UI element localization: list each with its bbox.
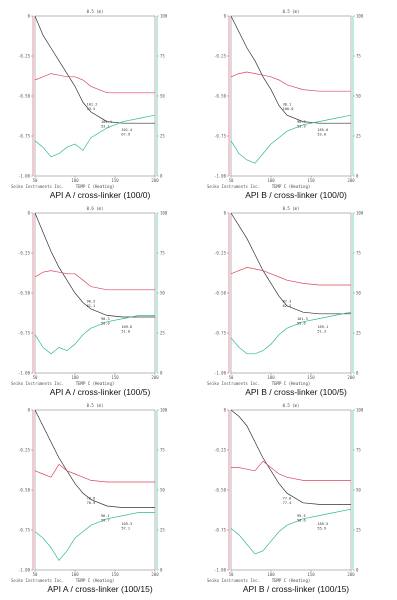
left-tick-label: -0.25 (213, 250, 226, 256)
footer-label: Seiko Instruments Inc. (207, 578, 260, 583)
series-line-dsc (231, 461, 351, 480)
data-annotation: 38.1 (282, 102, 292, 107)
left-tick-label: -0.25 (213, 447, 226, 453)
left-tick-label: -0.25 (213, 53, 226, 59)
x-tick-label: 100 (71, 178, 79, 183)
top-title: 0.5 (m) (282, 206, 300, 211)
right-tick-label: 25 (160, 527, 165, 533)
data-annotation: 53.9 (297, 124, 306, 129)
right-tick-label: 0 (160, 567, 163, 573)
left-tick-label: -0.25 (17, 53, 30, 59)
data-annotation: 90.5 (86, 299, 96, 304)
x-tick-label: 200 (151, 178, 159, 183)
panel-4 (201, 203, 391, 399)
right-tick-label: 25 (356, 527, 361, 533)
panel-1 (5, 6, 195, 202)
x-tick-label: 150 (307, 178, 315, 183)
right-tick-label: 100 (356, 13, 364, 19)
x-tick-label: 150 (307, 375, 315, 380)
data-annotation: 189.1 (317, 325, 329, 330)
panel-2 (201, 6, 391, 202)
left-tick-label: -1.00 (17, 370, 30, 376)
left-tick-label: -0.25 (17, 250, 30, 256)
panel-5 (5, 400, 195, 596)
left-tick-label: -0.50 (213, 93, 226, 99)
series-line-dtg (231, 115, 351, 163)
left-tick-label: -0.50 (17, 487, 30, 493)
x-tick-label: 150 (111, 178, 119, 183)
x-tick-label: 100 (71, 572, 79, 577)
right-tick-label: 50 (356, 93, 361, 99)
left-tick-label: -1.00 (213, 370, 226, 376)
data-annotation: 53.1 (101, 124, 110, 129)
series-line-dtg (231, 312, 351, 354)
x-tick-label: 100 (267, 178, 275, 183)
left-tick-label: -0.25 (17, 447, 30, 453)
data-annotation: 62.5 (282, 303, 292, 308)
chart-1 (5, 6, 195, 192)
plot-frame (231, 16, 351, 176)
right-tick-label: 25 (356, 330, 361, 336)
right-tick-label: 50 (356, 290, 361, 296)
data-annotation: 100.0 (282, 106, 294, 111)
data-annotation: 101.4 (121, 128, 133, 133)
panel-caption: API A / cross-linker (100/5) (49, 387, 151, 397)
left-tick-label: 0 (27, 407, 30, 413)
right-tick-label: 0 (356, 567, 359, 573)
footer-label: Seiko Instruments Inc. (207, 381, 260, 386)
data-annotation: 67.9 (121, 132, 131, 137)
x-tick-label: 50 (32, 572, 38, 577)
data-annotation: 99.5 (297, 514, 306, 519)
x-tick-label: 200 (347, 572, 355, 577)
left-tick-label: -0.50 (213, 290, 226, 296)
series-line-dtg (35, 512, 155, 560)
left-tick-label: -1.00 (17, 173, 30, 179)
right-tick-label: 100 (160, 210, 168, 216)
plot-frame (35, 410, 155, 570)
panel-caption: API A / cross-linker (100/15) (47, 584, 153, 594)
data-annotation: 55.6 (297, 321, 306, 326)
top-title: 0.5 (m) (86, 9, 104, 14)
right-tick-label: 50 (160, 93, 165, 99)
plot-frame (35, 213, 155, 373)
x-tick-label: 150 (111, 375, 119, 380)
data-annotation: 98.3 (297, 120, 306, 125)
panel-caption: API B / cross-linker (100/0) (245, 190, 347, 200)
x-tick-label: 150 (307, 572, 315, 577)
series-line-dsc (231, 267, 351, 285)
panel-6 (201, 400, 391, 596)
x-tick-label: 200 (151, 375, 159, 380)
x-tick-label: 50 (32, 178, 38, 183)
left-tick-label: -0.75 (17, 527, 30, 533)
left-tick-label: -1.00 (17, 567, 30, 573)
left-tick-label: -0.75 (17, 330, 30, 336)
footer-label: Seiko Instruments Inc. (11, 578, 64, 583)
top-title: 0.5 (m) (282, 403, 300, 408)
left-tick-label: -0.50 (17, 290, 30, 296)
right-tick-label: 75 (160, 250, 165, 256)
data-annotation: 105.3 (121, 522, 133, 527)
x-tick-label: 200 (347, 178, 355, 183)
left-tick-label: -0.75 (213, 133, 226, 139)
left-tick-label: -1.00 (213, 567, 226, 573)
panel-3 (5, 203, 195, 399)
x-tick-label: 200 (151, 572, 159, 577)
x-tick-label: 100 (267, 375, 275, 380)
data-annotation: 55.9 (317, 526, 327, 531)
data-annotation: 101.2 (86, 102, 98, 107)
x-axis-title: TEMP C (Heating) (271, 381, 311, 386)
series-line-tga (35, 410, 155, 508)
x-tick-label: 200 (347, 375, 355, 380)
series-line-dtg (231, 509, 351, 554)
series-line-dsc (35, 74, 155, 93)
panel-caption: API B / cross-linker (100/15) (242, 584, 350, 594)
data-annotation: 78.6 (86, 496, 96, 501)
right-tick-label: 50 (160, 487, 165, 493)
right-tick-label: 25 (356, 133, 361, 139)
data-annotation: 96.1 (101, 514, 110, 519)
chart-6 (201, 400, 391, 586)
right-tick-label: 75 (356, 447, 361, 453)
x-axis-title: TEMP C (Heating) (75, 578, 115, 583)
data-annotation: 55.0 (101, 321, 110, 326)
footer-label: Seiko Instruments Inc. (207, 184, 260, 189)
left-tick-label: -0.75 (213, 330, 226, 336)
right-tick-label: 75 (160, 53, 165, 59)
x-tick-label: 100 (71, 375, 79, 380)
plot-frame (231, 213, 351, 373)
data-annotation: 104.4 (101, 120, 112, 125)
x-tick-label: 150 (111, 572, 119, 577)
footer-label: Seiko Instruments Inc. (11, 184, 64, 189)
right-tick-label: 25 (160, 330, 165, 336)
chart-4 (201, 203, 391, 389)
left-tick-label: 0 (27, 210, 30, 216)
x-tick-label: 50 (228, 375, 234, 380)
x-tick-label: 50 (228, 178, 234, 183)
right-tick-label: 50 (160, 290, 165, 296)
data-annotation: 109.6 (121, 325, 133, 330)
left-tick-label: 0 (223, 407, 226, 413)
x-tick-label: 50 (32, 375, 38, 380)
x-tick-label: 100 (267, 572, 275, 577)
right-tick-label: 75 (356, 250, 361, 256)
left-tick-label: 0 (27, 13, 30, 19)
right-tick-label: 50 (356, 487, 361, 493)
data-annotation: 57.1 (121, 526, 131, 531)
right-tick-label: 100 (160, 13, 168, 19)
top-title: 0.5 (m) (282, 9, 300, 14)
series-line-tga (231, 410, 351, 504)
left-tick-label: -0.50 (17, 93, 30, 99)
data-annotation: 77.8 (282, 496, 292, 501)
x-axis-title: TEMP C (Heating) (271, 578, 311, 583)
data-annotation: 51.3 (317, 329, 327, 334)
left-tick-label: -0.75 (213, 527, 226, 533)
right-tick-label: 100 (356, 210, 364, 216)
left-tick-label: -0.50 (213, 487, 226, 493)
data-annotation: 185.0 (317, 128, 329, 133)
right-tick-label: 0 (356, 173, 359, 179)
data-annotation: 53.5 (86, 106, 96, 111)
data-annotation: 87.3 (282, 299, 292, 304)
footer-label: Seiko Instruments Inc. (11, 381, 64, 386)
top-title: 0.5 (m) (86, 403, 104, 408)
data-annotation: 53.0 (317, 132, 327, 137)
data-annotation: 61.1 (86, 303, 96, 308)
right-tick-label: 75 (160, 447, 165, 453)
data-annotation: 51.0 (121, 329, 131, 334)
series-line-dsc (35, 271, 155, 290)
chart-5 (5, 400, 195, 586)
chart-2 (201, 6, 391, 192)
right-tick-label: 0 (160, 370, 163, 376)
series-line-dtg (35, 115, 155, 157)
series-line-dtg (35, 315, 155, 353)
left-tick-label: -1.00 (213, 173, 226, 179)
right-tick-label: 25 (160, 133, 165, 139)
data-annotation: 59.7 (101, 518, 110, 523)
plot-frame (231, 410, 351, 570)
data-annotation: 98.3 (101, 317, 110, 322)
right-tick-label: 100 (356, 407, 364, 413)
left-tick-label: -0.75 (17, 133, 30, 139)
right-tick-label: 100 (160, 407, 168, 413)
data-annotation: 101.3 (297, 317, 308, 322)
left-tick-label: 0 (223, 210, 226, 216)
series-line-dsc (35, 464, 155, 482)
top-title: 0.6 (m) (86, 206, 104, 211)
right-tick-label: 0 (356, 370, 359, 376)
right-tick-label: 75 (356, 53, 361, 59)
panel-caption: API B / cross-linker (100/5) (245, 387, 347, 397)
x-tick-label: 50 (228, 572, 234, 577)
x-axis-title: TEMP C (Heating) (271, 184, 311, 189)
data-annotation: 77.4 (282, 500, 292, 505)
data-annotation: 70.9 (86, 500, 96, 505)
series-line-dsc (231, 72, 351, 91)
x-axis-title: TEMP C (Heating) (75, 381, 115, 386)
chart-3 (5, 203, 195, 389)
right-tick-label: 0 (160, 173, 163, 179)
left-tick-label: 0 (223, 13, 226, 19)
panel-caption: API A / cross-linker (100/0) (49, 190, 151, 200)
plot-frame (35, 16, 155, 176)
data-annotation: 189.5 (317, 522, 329, 527)
x-axis-title: TEMP C (Heating) (75, 184, 115, 189)
data-annotation: 58.6 (297, 518, 306, 523)
